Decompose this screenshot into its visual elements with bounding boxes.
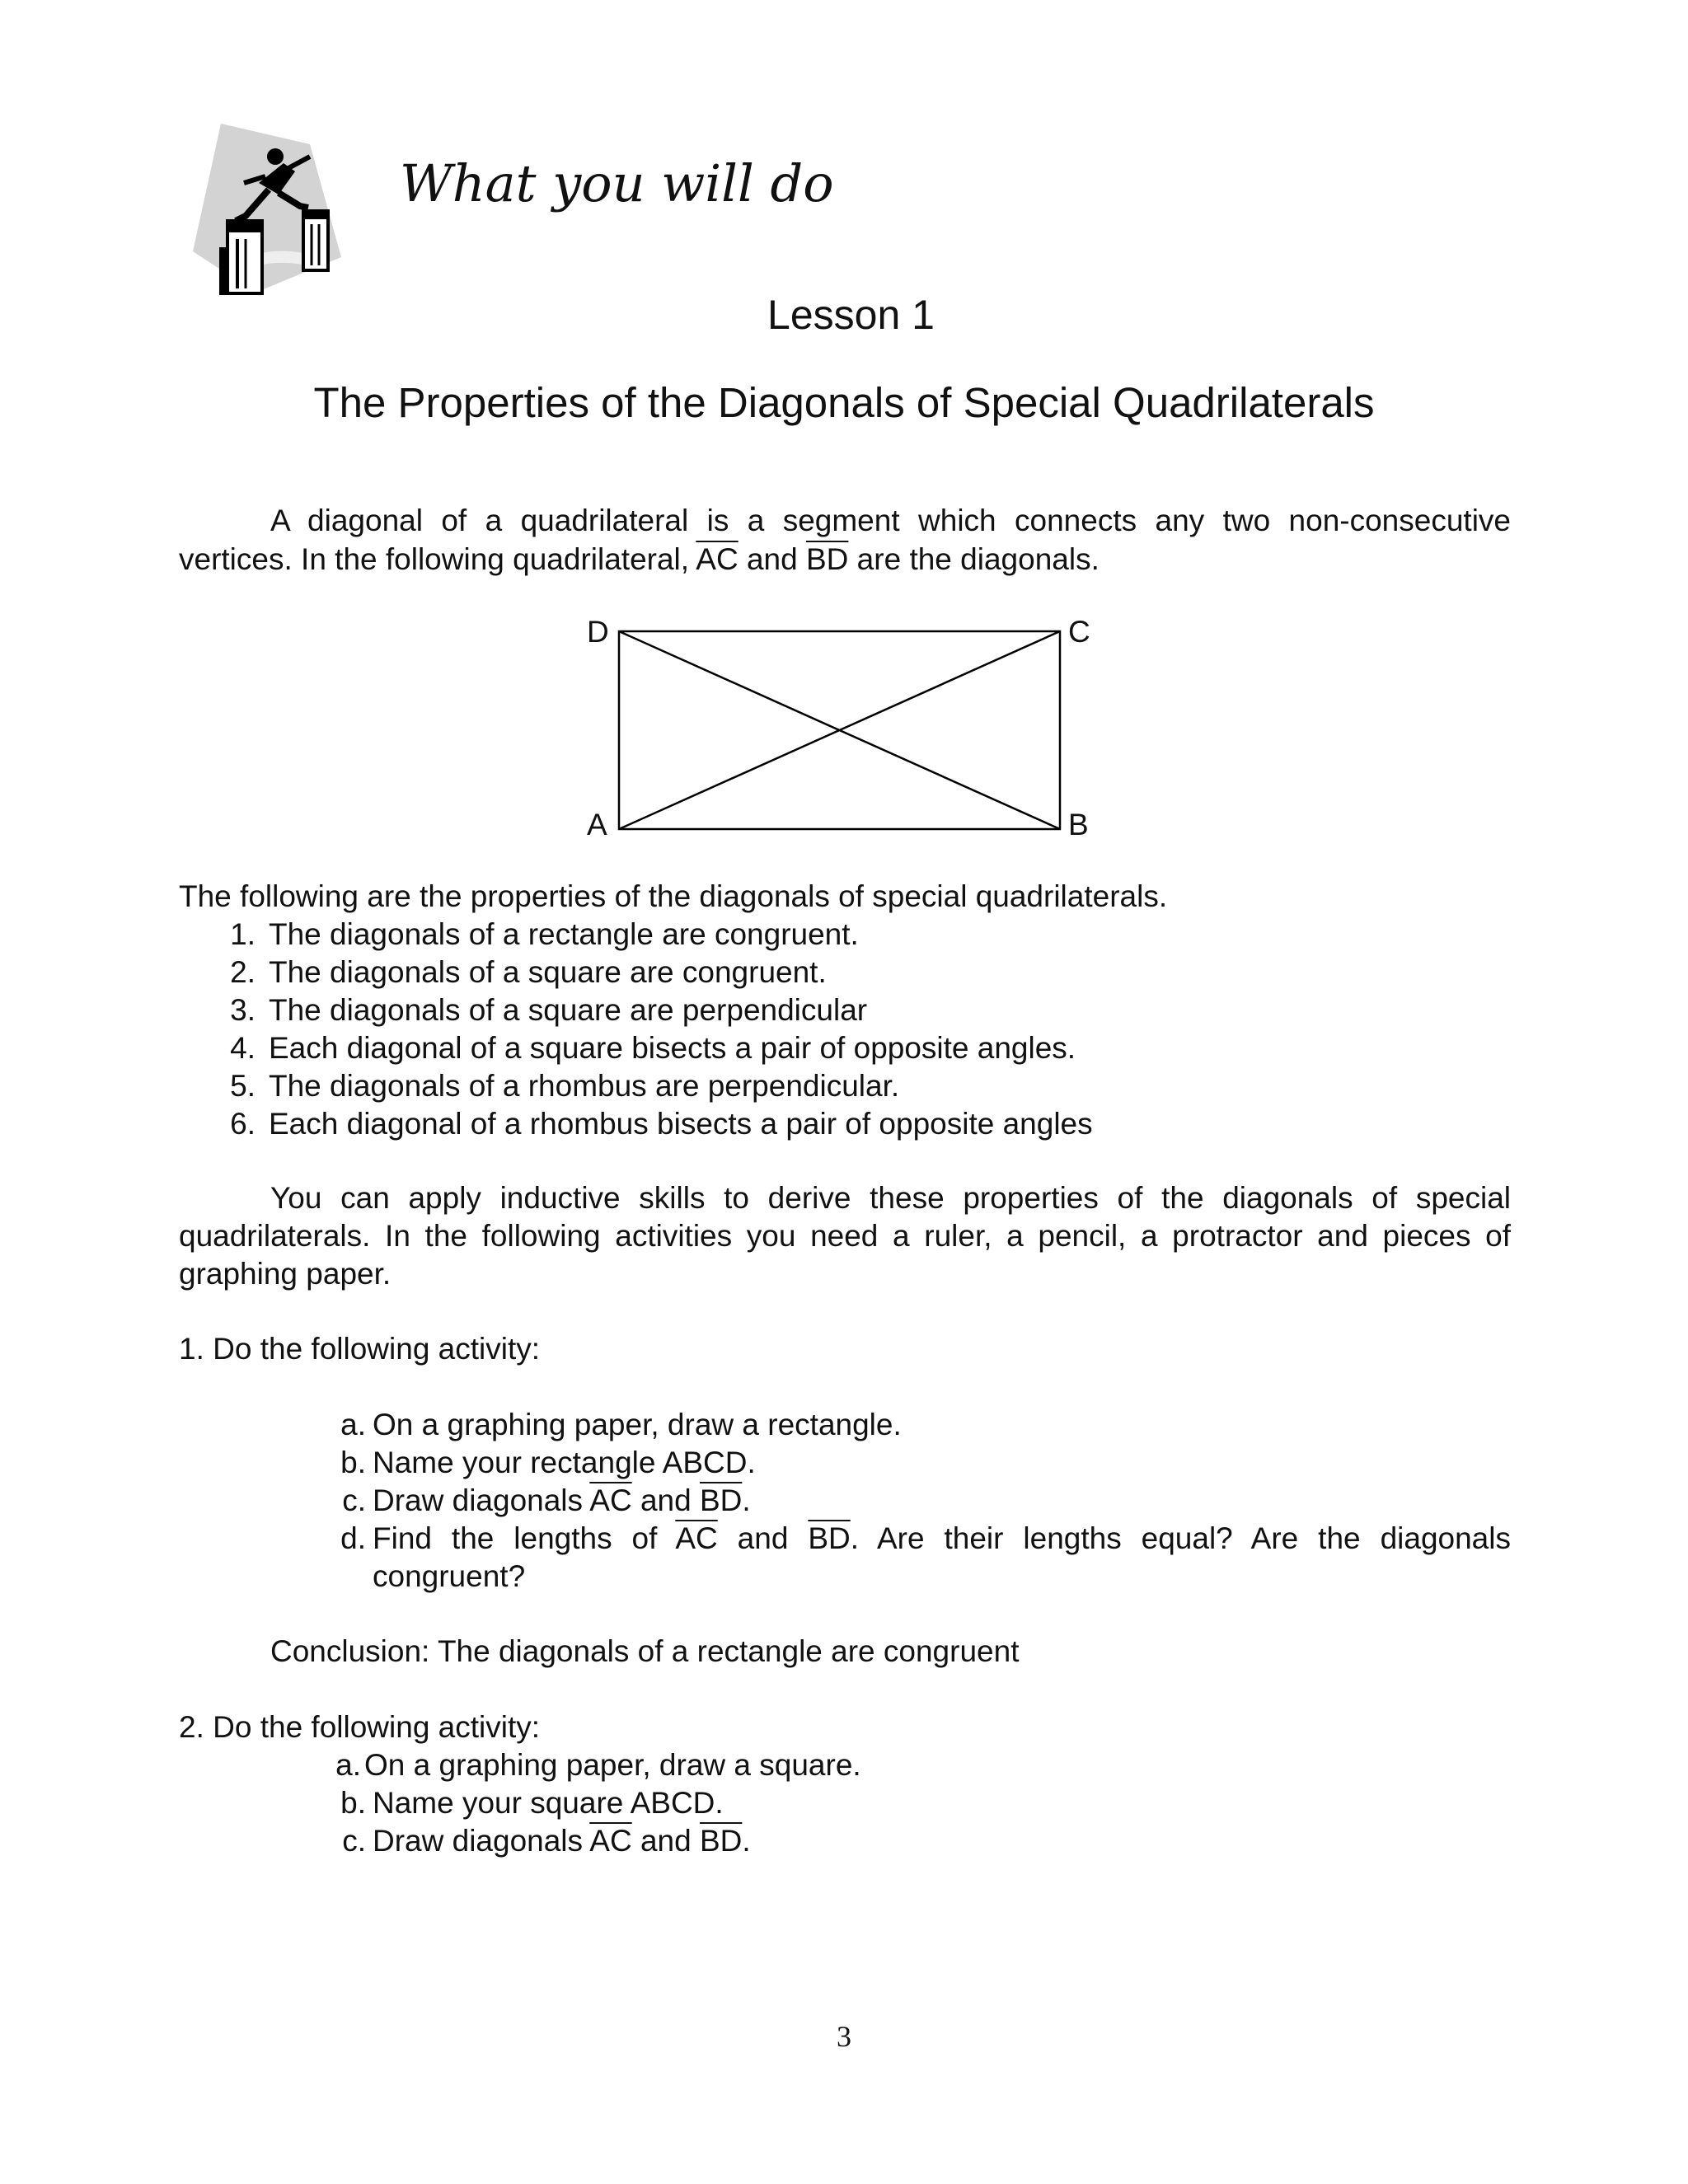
page-number: 3 — [837, 2020, 851, 2053]
activity-1-step-d — [323, 1520, 1511, 1596]
apply-paragraph: You can apply inductive skills to derive these properties of the diagonals of special quadrilaterals. In the following activities you need a ruler, a pencil, a protractor and pieces of graphing paper. — [179, 1181, 1511, 1291]
property-number: 2. — [230, 955, 256, 989]
segment-bd: $\overline{BD}$ — [699, 1483, 743, 1517]
property-number: 5. — [230, 1069, 256, 1103]
segment-ac: $\overline{AC}$ — [696, 542, 738, 576]
vertex-label-c: C — [1068, 615, 1090, 649]
activity-1-step-b — [323, 1444, 1511, 1482]
step-text-pre: Draw diagonals — [373, 1483, 590, 1517]
activity-1-conclusion: Conclusion: The diagonals of a rectangle are congruent — [270, 1634, 1020, 1668]
intro-line-2 — [179, 541, 1100, 579]
step-letter: a. — [340, 1408, 366, 1441]
property-list — [211, 916, 1093, 1143]
vertex-label-a: A — [587, 808, 607, 841]
step-letter: c. — [342, 1483, 366, 1517]
properties-heading: The following are the properties of the diagonals of special quadrilaterals. — [179, 879, 1168, 913]
property-text: The diagonals of a square are congruent. — [269, 955, 827, 989]
step-letter: c. — [342, 1824, 366, 1858]
step-text-pre: Find the lengths of — [373, 1521, 676, 1555]
property-number: 4. — [230, 1031, 256, 1065]
step-text: On a graphing paper, draw a rectangle. — [373, 1408, 902, 1441]
property-text: Each diagonal of a rhombus bisects a pair of opposite angles — [269, 1107, 1093, 1141]
step-text-mid: and — [631, 1483, 700, 1517]
activity-2-step-c — [323, 1822, 861, 1860]
step-letter: a. — [335, 1748, 361, 1782]
segment-ac: $\overline{AC}$ — [675, 1521, 718, 1555]
property-text: The diagonals of a square are perpendicular — [269, 993, 868, 1027]
activity-1-step-c — [323, 1482, 1511, 1520]
intro-line-2-post: are the diagonals. — [848, 542, 1100, 576]
property-item — [211, 954, 1093, 991]
property-number: 6. — [230, 1107, 256, 1141]
intro-line-2-pre: vertices. In the following quadrilateral, — [179, 542, 696, 576]
segment-bd: $\overline{BD}$ — [808, 1521, 851, 1555]
vertex-label-d: D — [587, 615, 609, 649]
activity-2-heading: 2. Do the following activity: — [179, 1710, 541, 1744]
property-item — [211, 991, 1093, 1029]
activity-2-step-a — [323, 1746, 861, 1784]
property-text: The diagonals of a rhombus are perpendicular. — [269, 1069, 900, 1103]
lesson-title: The Properties of the Diagonals of Special Quadrilaterals — [313, 379, 1375, 426]
step-text-mid: and — [631, 1824, 700, 1858]
header-title: What you will do — [400, 153, 834, 213]
step-text-post: . — [742, 1824, 751, 1858]
step-letter: b. — [340, 1786, 366, 1820]
rectangle-diagonals-figure — [577, 614, 1121, 849]
step-text: Name your rectangle ABCD. — [373, 1446, 756, 1479]
step-text-pre: Draw diagonals — [373, 1824, 590, 1858]
step-d-line-2: congruent? — [373, 1559, 526, 1593]
property-item — [211, 1067, 1093, 1105]
step-text: Name your square ABCD. — [373, 1786, 724, 1820]
property-text: The diagonals of a rectangle are congruent. — [269, 917, 859, 951]
activity-1-steps — [323, 1406, 1511, 1596]
vertex-label-b: B — [1068, 808, 1089, 841]
lesson-number: Lesson 1 — [767, 292, 935, 338]
segment-bd: $\overline{BD}$ — [806, 542, 849, 576]
segment-ac: $\overline{AC}$ — [589, 1824, 632, 1858]
intro-line-1 — [270, 502, 1511, 540]
step-letter: d. — [340, 1521, 366, 1555]
property-number: 3. — [230, 993, 256, 1027]
step-d-body — [373, 1520, 1511, 1596]
activity-2-steps — [323, 1746, 861, 1860]
step-text: On a graphing paper, draw a square. — [364, 1748, 861, 1782]
activity-2-step-b — [323, 1784, 861, 1822]
activity-1-heading: 1. Do the following activity: — [179, 1332, 541, 1366]
property-item — [211, 1029, 1093, 1067]
step-text-post: . Are their lengths equal? Are the diagonals — [850, 1521, 1511, 1555]
activity-1-step-a — [323, 1406, 1511, 1444]
step-d-line-1 — [373, 1520, 1511, 1558]
property-item — [211, 916, 1093, 954]
property-item — [211, 1105, 1093, 1143]
intro-and: and — [738, 542, 806, 576]
leaping-man-books-icon — [186, 124, 343, 309]
step-letter: b. — [340, 1446, 366, 1479]
segment-ac: $\overline{AC}$ — [589, 1483, 632, 1517]
intro-line-1-text: A diagonal of a quadrilateral is a segment which connects any two non-consecutive — [270, 504, 1511, 537]
step-text-mid: and — [717, 1521, 809, 1555]
segment-bd: $\overline{BD}$ — [699, 1824, 743, 1858]
property-text: Each diagonal of a square bisects a pair of opposite angles. — [269, 1031, 1076, 1065]
property-number: 1. — [230, 917, 256, 951]
step-text-post: . — [742, 1483, 751, 1517]
